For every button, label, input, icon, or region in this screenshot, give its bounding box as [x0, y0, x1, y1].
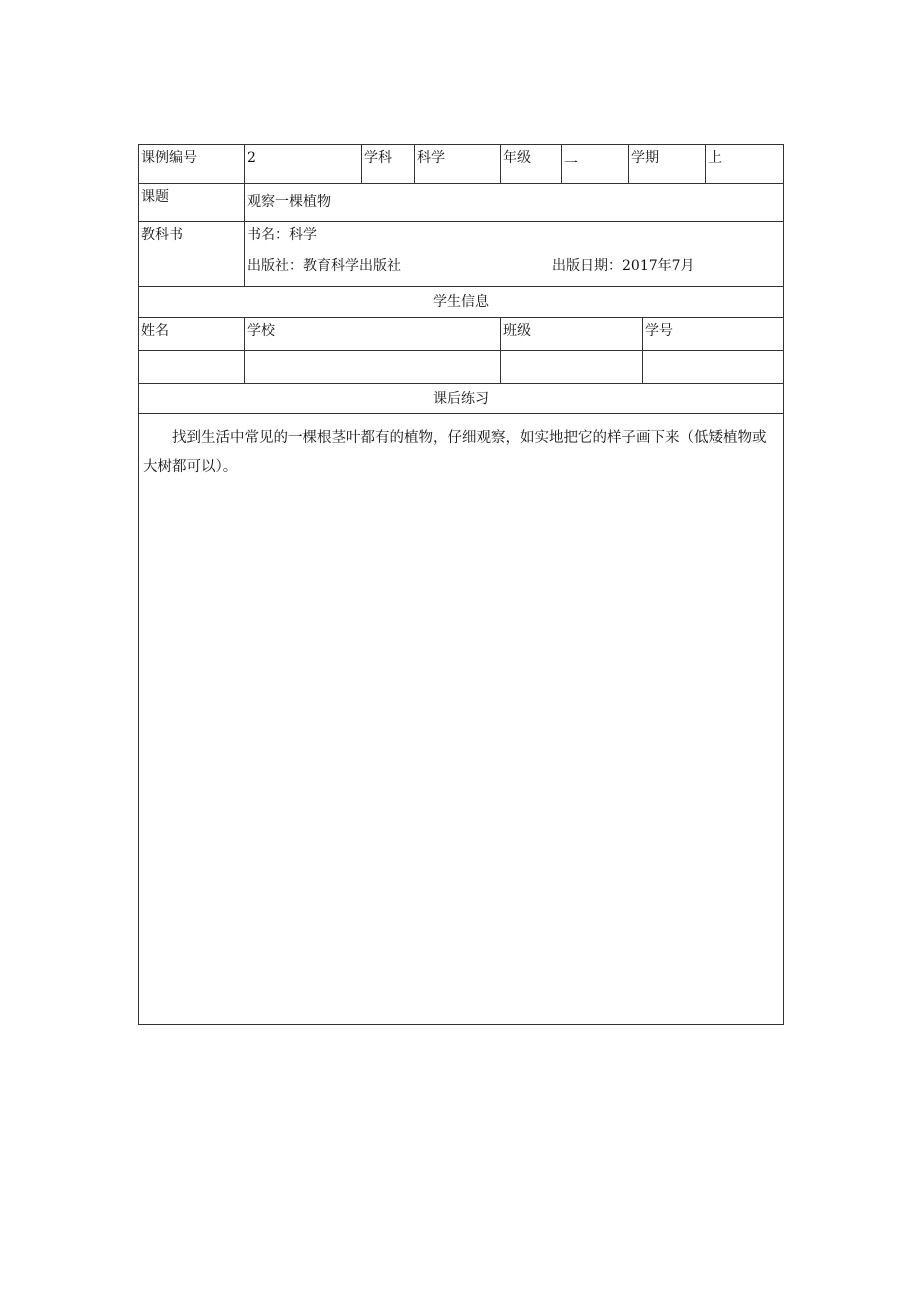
school-field[interactable]: [245, 351, 501, 384]
textbook-label: 教科书: [139, 222, 245, 287]
case-no-value: 2: [245, 145, 362, 184]
term-label: 学期: [629, 145, 706, 184]
exercise-area[interactable]: [139, 414, 784, 1025]
textbook-details: [245, 222, 784, 287]
name-field[interactable]: [139, 351, 245, 384]
class-column-header: 班级: [501, 318, 643, 351]
publisher-line: [247, 256, 781, 276]
book-name: 书名：科学: [247, 227, 317, 243]
class-field[interactable]: [501, 351, 643, 384]
case-no-label: 课例编号: [139, 145, 245, 184]
lesson-form-table: [138, 144, 784, 1025]
student-info-heading-row: [139, 287, 784, 318]
student-id-field[interactable]: [643, 351, 784, 384]
publish-date: 出版日期：2017年7月: [552, 258, 695, 274]
grade-label: 年级: [501, 145, 562, 184]
student-info-header-row: [139, 318, 784, 351]
student-id-column-header: 学号: [643, 318, 784, 351]
exercise-text: 找到生活中常见的一棵根茎叶都有的植物，仔细观察，如实地把它的样子画下来（低矮植物或大树都可以）。: [143, 430, 767, 475]
subject-label: 学科: [362, 145, 415, 184]
exercise-row: [139, 414, 784, 1025]
publisher: 出版社：教育科学出版社: [247, 258, 401, 274]
exercise-heading: 课后练习: [139, 384, 784, 414]
exercise-heading-row: [139, 384, 784, 414]
term-value: 上: [706, 145, 784, 184]
grade-value: 一: [562, 145, 629, 184]
info-row: [139, 145, 784, 184]
topic-label: 课题: [139, 184, 245, 222]
topic-value: 观察一棵植物: [245, 184, 784, 222]
name-column-header: 姓名: [139, 318, 245, 351]
student-info-heading: 学生信息: [139, 287, 784, 318]
topic-row: [139, 184, 784, 222]
textbook-row: [139, 222, 784, 287]
subject-value: 科学: [415, 145, 501, 184]
school-column-header: 学校: [245, 318, 501, 351]
student-info-input-row: [139, 351, 784, 384]
